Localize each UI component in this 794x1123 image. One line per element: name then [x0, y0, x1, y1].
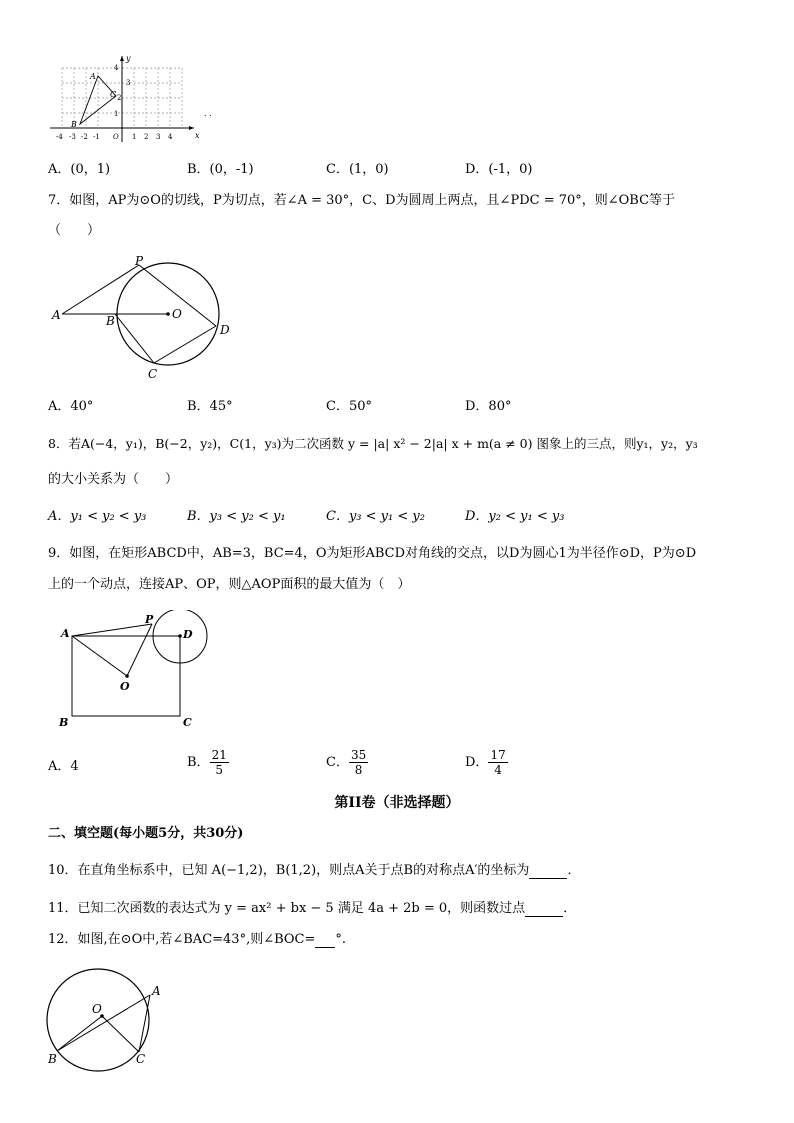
q6-option-c[interactable]: C．(1，0)	[326, 162, 389, 177]
q12-label-C: C	[136, 1052, 146, 1066]
q7-label-D: D	[220, 323, 230, 337]
q7-label-C: C	[148, 367, 158, 381]
q12-label-O: O	[92, 1002, 102, 1016]
q9-question-line1: 9．如图，在矩形ABCD中，AB=3，BC=4，O为矩形ABCD对角线的交点，以D为圆心1为半径作⊙D，P为⊙D	[48, 546, 697, 561]
svg-text:y: y	[126, 54, 131, 63]
q12-circle-figure	[40, 965, 180, 1073]
svg-text:-1: -1	[93, 133, 100, 141]
q7-option-d[interactable]: D．80°	[465, 399, 512, 414]
q12-answer-blank[interactable]	[315, 933, 335, 948]
svg-text:3: 3	[156, 133, 161, 141]
q8-option-b[interactable]: B．y₃ < y₂ < y₁	[187, 509, 286, 524]
q11-answer-blank[interactable]	[525, 902, 563, 917]
q12-label-A: A	[152, 984, 161, 998]
q10-answer-blank[interactable]	[529, 864, 567, 879]
q7-option-a[interactable]: A．40°	[48, 399, 94, 414]
q9-option-a[interactable]: A．4	[48, 759, 79, 774]
svg-text:-2: -2	[81, 133, 88, 141]
q11-question: 11．已知二次函数的表达式为 y = ax² + bx − 5 满足 4a + 2b = 0，则函数过点 ．	[48, 901, 577, 916]
q7-label-B: B	[106, 314, 115, 328]
svg-text:3: 3	[126, 79, 131, 87]
q7-question-line2: （ ）	[48, 223, 101, 238]
q9-label-D: D	[183, 628, 193, 641]
svg-text:x: x	[195, 131, 200, 140]
q8-question-line1: 8．若A(−4，y₁)，B(−2，y₂)，C(1，y₃)为二次函数 y = |a| x² − 2|a| x + m(a ≠ 0) 图象上的三点，则y₁，y₂，y₃	[48, 436, 698, 451]
q10-question: 10．在直角坐标系中，已知 A(−1,2)，B(1,2)，则点A关于点B的对称点A′的坐标为 ．	[48, 863, 581, 878]
q7-label-O: O	[172, 307, 182, 321]
q12-label-B: B	[48, 1052, 57, 1066]
svg-text:-3: -3	[69, 133, 76, 141]
q6-option-b[interactable]: B．(0，-1)	[187, 162, 254, 177]
q9-option-c[interactable]: C． $\frac{35}{8}$	[326, 748, 367, 777]
svg-text:1: 1	[114, 110, 119, 118]
q6-label-B: B	[71, 120, 77, 129]
q6-label-C: C	[110, 90, 117, 99]
q8-option-d[interactable]: D．y₂ < y₁ < y₃	[465, 509, 565, 524]
svg-text:4: 4	[114, 64, 119, 72]
svg-text:2: 2	[117, 94, 122, 102]
q9-label-O: O	[120, 680, 130, 693]
svg-text:-4: -4	[56, 133, 63, 141]
fill-in-heading: 二、填空题(每小题5分，共30分)	[48, 826, 244, 841]
q6-label-A: A	[90, 72, 96, 81]
q9-label-B: B	[59, 716, 69, 729]
svg-text:1: 1	[132, 133, 137, 141]
q6-option-d[interactable]: D．(-1，0)	[465, 162, 533, 177]
q8-question-line2: 的大小关系为（ ）	[48, 472, 179, 487]
q7-question-line1: 7．如图，AP为⊙O的切线，P为切点，若∠A = 30°，C、D为圆周上两点，且∠PDC = 70°，则∠OBC等于	[48, 193, 676, 208]
q7-label-P: P	[135, 254, 144, 268]
svg-text:2: 2	[144, 133, 149, 141]
q6-coordinate-figure	[44, 52, 224, 144]
q9-label-C: C	[183, 716, 192, 729]
q9-label-P: P	[145, 613, 154, 626]
svg-text:O: O	[113, 133, 119, 141]
q9-question-line2: 上的一个动点，连接AP、OP，则△AOP面积的最大值为（ ）	[48, 577, 411, 592]
q8-option-c[interactable]: C．y₃ < y₁ < y₂	[326, 509, 425, 524]
svg-text:. .: . .	[204, 109, 212, 118]
q7-label-A: A	[52, 308, 61, 322]
q6-option-a[interactable]: A．(0，1)	[48, 162, 111, 177]
q12-question: 12．如图,在⊙O中,若∠BAC=43°,则∠BOC= °.	[48, 932, 347, 947]
svg-text:4: 4	[168, 133, 173, 141]
q9-option-d[interactable]: D． $\frac{17}{4}$	[465, 748, 506, 777]
q7-circle-figure	[48, 254, 248, 382]
q8-option-a[interactable]: A．y₁ < y₂ < y₃	[48, 509, 147, 524]
section-title: 第II卷（非选择题）	[334, 795, 460, 811]
q9-label-A: A	[61, 627, 70, 640]
q7-option-c[interactable]: C．50°	[326, 399, 372, 414]
q9-option-b[interactable]: B． $\frac{21}{5}$	[187, 748, 227, 777]
q7-option-b[interactable]: B．45°	[187, 399, 233, 414]
q9-rectangle-figure	[55, 610, 220, 730]
